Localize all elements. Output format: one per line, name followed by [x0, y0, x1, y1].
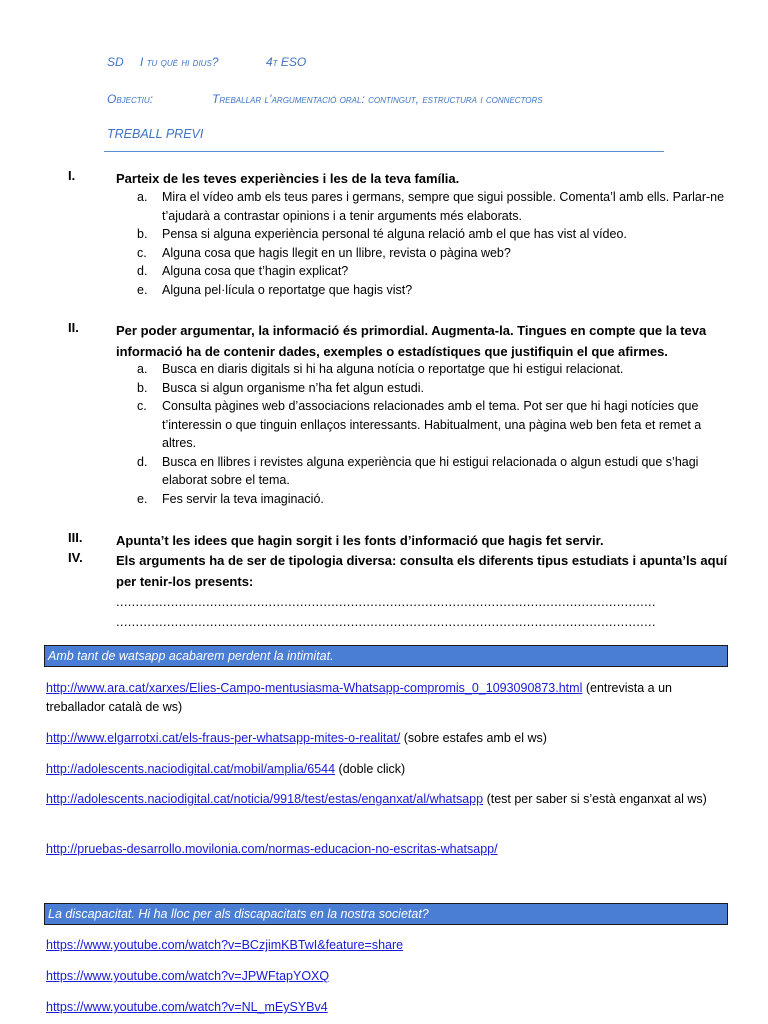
item-text: Busca en diaris digitals si hi ha alguna notícia o reportatge que hi estigui relacionat.	[162, 362, 624, 376]
section-3-title: Apunta’t les idees que hagin sorgit i les fonts d’informació que hagis fet servir.	[116, 533, 604, 548]
item-letter: e.	[137, 282, 148, 297]
topic-2-link-2[interactable]: https://www.youtube.com/watch?v=JPWFtapYOXQ	[46, 969, 330, 983]
list-item	[116, 262, 728, 281]
item-text: Busca en llibres i revistes alguna experiència que hi estigui relacionada o algun estudi que s’hagi elaborat sobre el tema.	[162, 454, 699, 487]
link-entry	[46, 790, 726, 809]
list-item	[116, 244, 728, 263]
topic-1-banner: Amb tant de watsapp acabarem perdent la intimitat.	[44, 645, 728, 667]
list-item	[116, 188, 728, 225]
topic-1-link-5[interactable]: http://pruebas-desarrollo.movilonia.com/normas-educacion-no-escritas-whatsapp/	[46, 842, 498, 856]
topic-1-link-4[interactable]: http://adolescents.naciodigital.cat/noticia/9918/test/estas/enganxat/al/whatsapp	[46, 792, 484, 806]
header-objective-text: Treballar l’argumentació oral: contingut, estructura i connectors	[212, 92, 543, 106]
item-letter: b.	[137, 380, 148, 395]
list-item	[116, 360, 728, 379]
list-item	[116, 397, 728, 453]
link-note: (test per saber si s’està enganxat al ws)	[483, 792, 707, 806]
item-text: Fes servir la teva imaginació.	[162, 491, 324, 506]
section-3-number: III.	[68, 530, 83, 545]
item-letter: d.	[137, 454, 148, 469]
section-4-title: Els arguments ha de ser de tipologia diversa: consulta els diferents tipus estudiats i apunta’ls aquí per tenir-los presents:	[116, 553, 728, 589]
link-entry	[46, 967, 726, 986]
list-item	[116, 281, 728, 300]
header-divider	[104, 151, 664, 152]
topic-2-link-3[interactable]: https://www.youtube.com/watch?v=NL_mEySYBv4	[46, 1000, 328, 1014]
link-entry	[46, 998, 726, 1017]
section-1-number: I.	[68, 168, 76, 183]
link-note: (doble click)	[335, 762, 406, 776]
header-sd: SD	[107, 55, 124, 69]
item-letter: a.	[137, 190, 148, 204]
item-text: Alguna cosa que hagis llegit en un llibre, revista o pàgina web?	[162, 245, 511, 260]
link-note: (sobre estafes amb el ws)	[400, 731, 547, 745]
section-1-title: Parteix de les teves experiències i les de la teva família.	[116, 171, 460, 186]
section-2-list	[116, 360, 728, 508]
topic-1-link-2[interactable]: http://www.elgarrotxi.cat/els-fraus-per-whatsapp-mites-o-realitat/	[46, 731, 401, 745]
item-text: Consulta pàgines web d’associacions relacionades amb el tema. Pot ser que hi hagi notícies que t’interessin o que tinguin enllaços interessants. Habitualment, una pàgina web ben feta et remet a altres.	[162, 399, 702, 450]
link-entry	[46, 840, 726, 859]
topic-1-link-3[interactable]: http://adolescents.naciodigital.cat/mobil/amplia/6544	[46, 762, 336, 776]
item-text: Busca si algun organisme n’ha fet algun estudi.	[162, 380, 424, 395]
dotted-answer-line-1: ..........................................................................................................................................	[116, 594, 656, 609]
list-item	[116, 490, 728, 509]
topic-2-link-1[interactable]: https://www.youtube.com/watch?v=BCzjimKBTwI&feature=share	[46, 938, 404, 952]
header-unit-title: I tu què hi dius?	[140, 55, 219, 69]
item-letter: b.	[137, 227, 148, 241]
item-text: Alguna pel·lícula o reportatge que hagis vist?	[162, 282, 413, 297]
dotted-answer-line-2: ..........................................................................................................................................	[116, 614, 656, 629]
topic-2-banner: La discapacitat. Hi ha lloc per als discapacitats en la nostra societat?	[44, 903, 728, 925]
list-item	[116, 225, 728, 244]
link-entry	[46, 729, 726, 748]
link-entry	[46, 679, 726, 717]
item-text: Alguna cosa que t’hagin explicat?	[162, 264, 349, 278]
item-letter: c.	[137, 245, 147, 260]
section-2-title: Per poder argumentar, la informació és primordial. Augmenta-la. Tingues en compte que la teva informació ha de contenir dades, exemples o estadístiques que justifiquin el que afirmes.	[116, 323, 707, 359]
link-entry	[46, 936, 726, 955]
section-4-number: IV.	[68, 550, 83, 565]
link-note: (entrevista a un treballador català de ws)	[46, 681, 672, 714]
item-letter: c.	[137, 399, 147, 413]
list-item	[116, 379, 728, 398]
item-text: Mira el vídeo amb els teus pares i germans, sempre que sigui possible. Comenta’l amb ells. Parlar-ne t’ajudarà a contrastar opinions i a tenir arguments més elaborats.	[162, 190, 725, 223]
link-entry	[46, 760, 726, 779]
header-objective-label: Objectiu:	[107, 92, 154, 106]
section-1-list	[116, 188, 728, 299]
topic-1-link-1[interactable]: http://www.ara.cat/xarxes/Elies-Campo-mentusiasma-Whatsapp-compromis_0_1093090873.html	[46, 681, 583, 695]
item-letter: d.	[137, 264, 148, 278]
item-letter: a.	[137, 362, 148, 376]
item-letter: e.	[137, 491, 148, 506]
section-label: TREBALL PREVI	[107, 127, 204, 141]
header-level: 4t ESO	[266, 55, 307, 69]
section-2-number: II.	[68, 320, 79, 335]
item-text: Pensa si alguna experiència personal té alguna relació amb el que has vist al vídeo.	[162, 227, 627, 241]
list-item	[116, 453, 728, 490]
